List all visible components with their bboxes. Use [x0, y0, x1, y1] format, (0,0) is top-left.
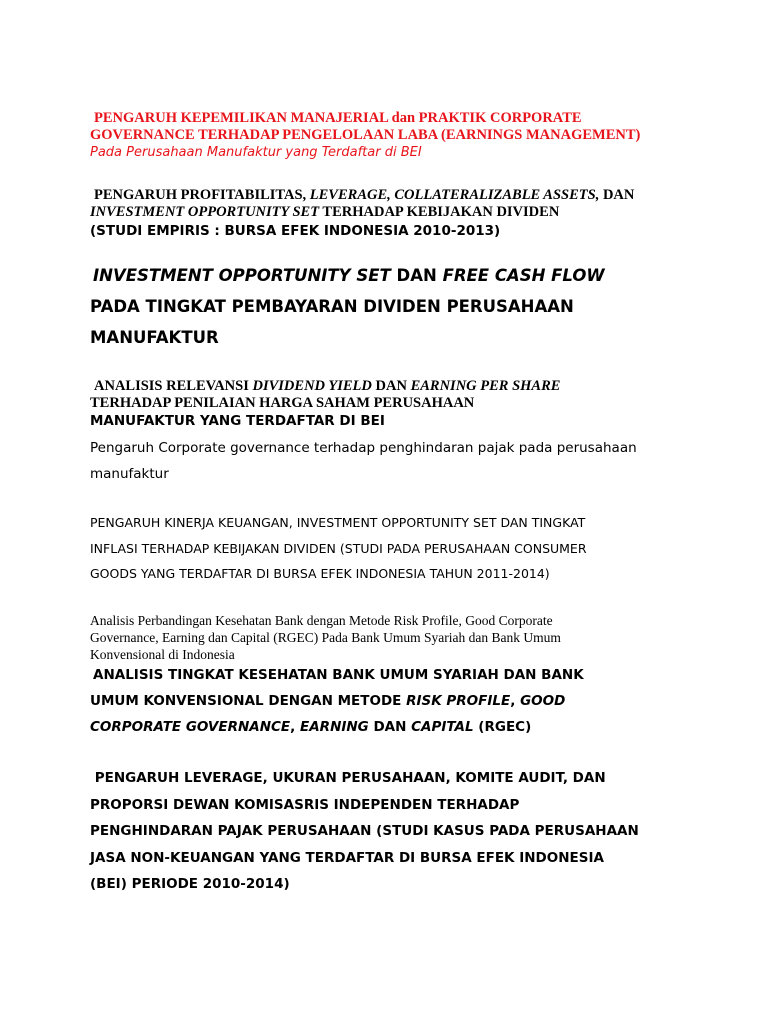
title-9-line-2: PROPORSI DEWAN KOMISASRIS INDEPENDEN TERHADAP [90, 796, 520, 813]
title-5-line-1: Pengaruh Corporate governance terhadap penghindaran pajak pada perusahaan [90, 440, 637, 456]
title-1-line-1: PENGARUH KEPEMILIKAN MANAJERIAL dan PRAKTIK CORPORATE [94, 110, 582, 126]
title-3-text-b: DAN [390, 266, 443, 285]
title-6-line-3: GOODS YANG TERDAFTAR DI BURSA EFEK INDONESIA TAHUN 2011-2014) [90, 566, 550, 581]
title-8-text-b: RISK PROFILE [406, 693, 511, 709]
title-3-line-2: PADA TINGKAT PEMBAYARAN DIVIDEN PERUSAHAAN [90, 297, 574, 316]
title-8-line-1: ANALISIS TINGKAT KESEHATAN BANK UMUM SYARIAH DAN BANK [93, 667, 584, 683]
title-2-text-a: PENGARUH PROFITABILITAS, [94, 187, 310, 203]
title-4-line-3: MANUFAKTUR YANG TERDAFTAR DI BEI [90, 413, 385, 429]
title-2-line-3: (STUDI EMPIRIS : BURSA EFEK INDONESIA 2010-2013) [90, 223, 501, 239]
title-8-text-i: CAPITAL [411, 719, 474, 735]
title-8-text-g: EARNING [300, 719, 369, 735]
title-2-text-c: DAN [599, 187, 635, 203]
title-9-line-1: PENGARUH LEVERAGE, UKURAN PERUSAHAAN, KOMITE AUDIT, DAN [90, 770, 606, 786]
title-9-line-5: (BEI) PERIODE 2010-2014) [90, 876, 290, 892]
title-4 [90, 378, 708, 430]
title-8-text-d: GOOD [520, 693, 566, 709]
title-3-text-c: FREE CASH FLOW [442, 266, 605, 285]
title-7-line-3: Konvensional di Indonesia [90, 647, 235, 662]
title-7-line-1: Analisis Perbandingan Kesehatan Bank dengan Metode Risk Profile, Good Corporate [90, 613, 553, 628]
title-1-line-2: GOVERNANCE TERHADAP PENGELOLAAN LABA (EARNINGS MANAGEMENT) [90, 127, 641, 143]
title-7 [90, 612, 708, 663]
title-2-text-b: LEVERAGE, COLLATERALIZABLE ASSETS, [309, 187, 600, 203]
title-8-text-j: (RGEC) [473, 719, 532, 735]
title-1 [90, 110, 708, 162]
title-2-text-d: INVESTMENT OPPORTUNITY SET [90, 204, 320, 220]
title-3-line-3: MANUFAKTUR [90, 328, 219, 347]
title-4-text-c: DAN [371, 378, 411, 394]
title-4-line-1 [90, 378, 708, 395]
title-9 [90, 765, 708, 898]
title-6 [90, 510, 708, 587]
title-3-line-1 [90, 260, 708, 291]
title-4-line-2: TERHADAP PENILAIAN HARGA SAHAM PERUSAHAAN [90, 395, 475, 411]
title-3 [90, 260, 708, 353]
title-2-line-1 [90, 187, 708, 204]
title-8-text-a: UMUM KONVENSIONAL DENGAN METODE [90, 693, 407, 709]
title-9-line-4: JASA NON-KEUANGAN YANG TERDAFTAR DI BURSA EFEK INDONESIA [90, 849, 604, 866]
title-8-line-2 [90, 688, 708, 714]
title-9-line-3: PENGHINDARAN PAJAK PERUSAHAAN (STUDI KASUS PADA PERUSAHAAN [90, 823, 639, 839]
title-8 [90, 662, 708, 740]
title-6-line-2: INFLASI TERHADAP KEBIJAKAN DIVIDEN (STUDI PADA PERUSAHAAN CONSUMER [90, 540, 587, 556]
title-8-text-e: CORPORATE GOVERNANCE [90, 719, 291, 735]
title-8-text-c: , [510, 693, 521, 709]
title-8-text-h: DAN [368, 719, 412, 735]
title-8-line-3 [90, 714, 708, 740]
title-6-line-1: PENGARUH KINERJA KEUANGAN, INVESTMENT OPPORTUNITY SET DAN TINGKAT [90, 515, 586, 530]
title-1-subtitle: Pada Perusahaan Manufaktur yang Terdaftar di BEI [90, 145, 422, 160]
title-2-text-e: TERHADAP KEBIJAKAN DIVIDEN [319, 204, 560, 220]
title-5 [90, 435, 708, 487]
title-2-line-2 [90, 204, 708, 221]
title-4-text-b: DIVIDEND YIELD [252, 378, 372, 394]
title-7-line-2: Governance, Earning dan Capital (RGEC) Pada Bank Umum Syariah dan Bank Umum [90, 630, 561, 645]
title-8-text-f: , [290, 719, 300, 735]
title-4-text-a: ANALISIS RELEVANSI [94, 378, 253, 394]
title-2 [90, 187, 708, 241]
title-5-line-2: manufaktur [90, 466, 169, 482]
title-3-text-a: INVESTMENT OPPORTUNITY SET [93, 266, 391, 285]
title-4-text-d: EARNING PER SHARE [410, 378, 561, 394]
